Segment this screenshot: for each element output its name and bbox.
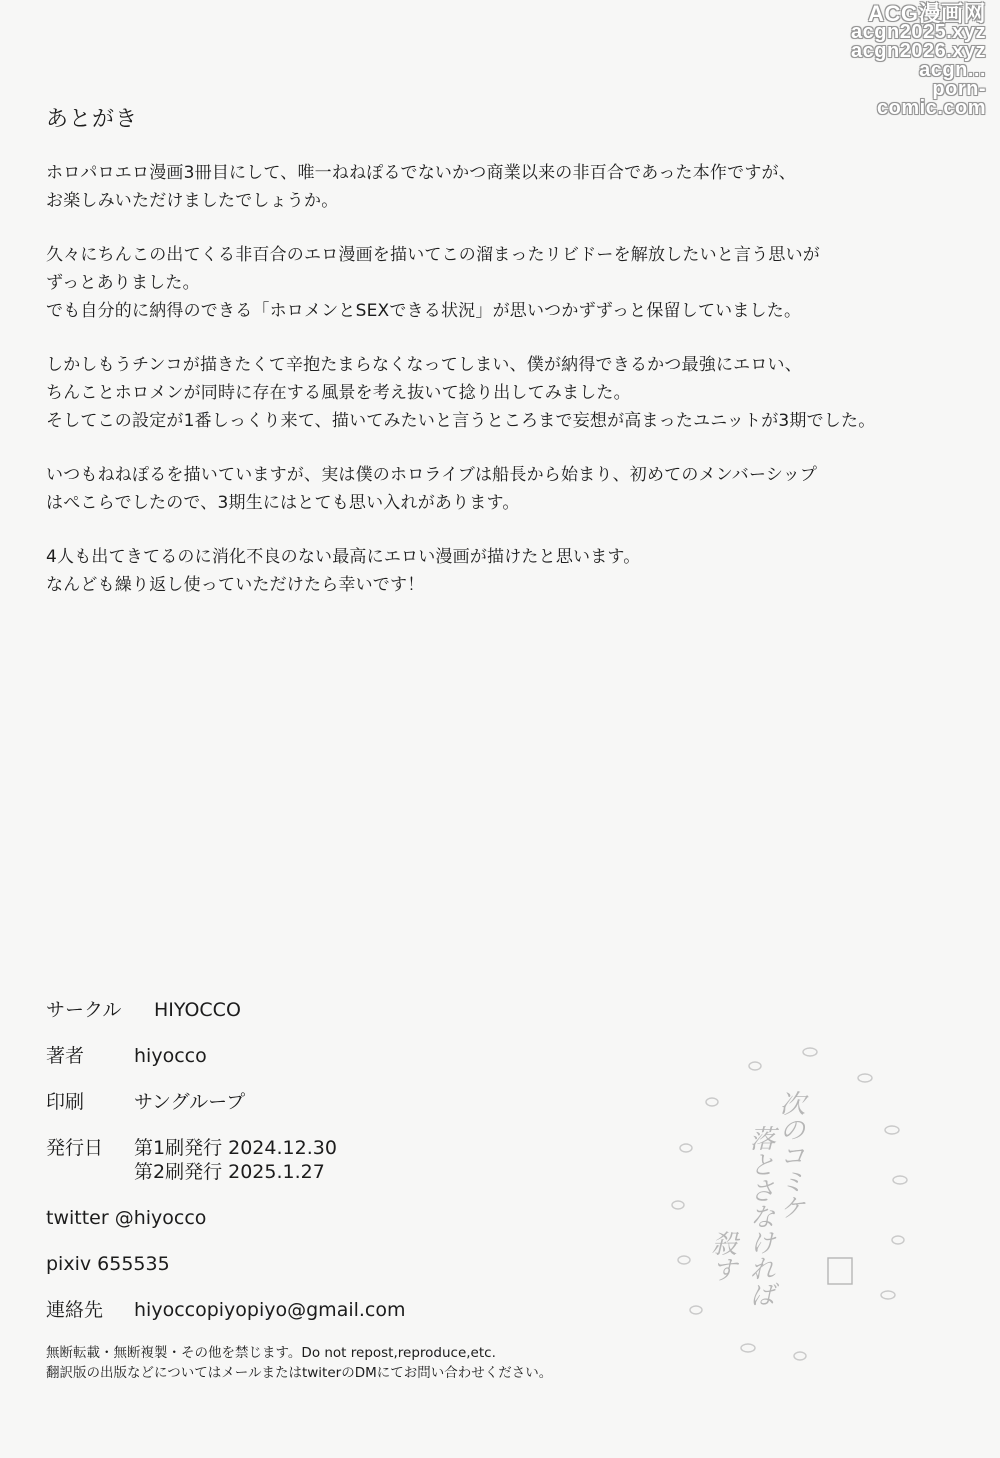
afterword-line: ホロパロエロ漫画3冊目にして、唯一ねねぽるでないかつ商業以来の非百合であった本作ですが、 [46, 163, 796, 183]
circle-row [46, 998, 686, 1022]
watermark-line: ACG漫画网 [868, 1, 986, 26]
afterword-line: はぺこらでしたので、3期生にはとても思い入れがあります。 [46, 493, 520, 513]
print-row [46, 1090, 686, 1114]
afterword-paragraph [46, 461, 946, 517]
publish-date-values [134, 1136, 337, 1184]
publish-date-label: 発行日 [46, 1137, 104, 1159]
handwritten-doodle [660, 1030, 920, 1390]
author-row [46, 1044, 686, 1068]
doodle-bubble [892, 1236, 904, 1244]
circle-label: サークル [46, 999, 122, 1021]
publish-date-second: 第2刷発行 2025.1.27 [134, 1161, 325, 1183]
copyright-notice [46, 1343, 552, 1383]
watermark-line: porn-comic.com [877, 78, 986, 119]
afterword-line: なんども繰り返し使っていただけたら幸いです！ [46, 575, 425, 595]
doodle-box-mark [828, 1258, 852, 1284]
afterword-line: いつもねねぽるを描いていますが、実は僕のホロライブは船長から始まり、初めてのメンバーシップ [46, 465, 818, 485]
pixiv-id: pixiv 655535 [46, 1253, 170, 1275]
author-label: 著者 [46, 1045, 85, 1067]
contact-label: 連絡先 [46, 1299, 104, 1321]
contact-email: hiyoccopiyopiyo@gmail.com [134, 1299, 406, 1321]
doodle-bubble [690, 1306, 702, 1314]
afterword-line: ずっとありました。 [46, 273, 200, 293]
doodle-bubble [881, 1291, 895, 1299]
afterword-line: お楽しみいただけましたでしょうか。 [46, 191, 339, 211]
doodle-bubble [885, 1126, 899, 1134]
doodle-bubble [706, 1098, 718, 1106]
twitter-handle: twitter @hiyocco [46, 1207, 207, 1229]
doodle-bubble [803, 1048, 817, 1056]
doodle-bubble [794, 1352, 806, 1360]
doodle-text-line: 落とさなければ [745, 1125, 775, 1307]
publish-date-first: 第1刷発行 2024.12.30 [134, 1137, 337, 1159]
afterword-line: でも自分的に納得のできる「ホロメンとSEXできる状況」が思いつかずずっと保留していました。 [46, 301, 802, 321]
doodle-bubble [680, 1144, 692, 1152]
afterword-line: そしてこの設定が1番しっくり来て、描いてみたいと言うところまで妄想が高まったユニットが3期でした。 [46, 411, 876, 431]
notice-line: 無断転載・無断複製・その他を禁じます。Do not repost,reproduce,etc. [46, 1345, 496, 1361]
doodle-bubble [672, 1201, 684, 1209]
afterword-paragraph [46, 351, 946, 435]
colophon [46, 998, 686, 1344]
afterword-line: しかしもうチンコが描きたくて辛抱たまらなくなってしまい、僕が納得できるかつ最強にエロい、 [46, 355, 802, 375]
site-watermark [836, 1, 986, 119]
afterword-paragraph [46, 241, 946, 325]
contact-row [46, 1298, 686, 1322]
watermark-line: acgn2025.xyz [851, 21, 986, 43]
author-value: hiyocco [134, 1045, 207, 1067]
afterword-paragraph [46, 159, 946, 215]
pixiv-row [46, 1252, 686, 1276]
doodle-bubble [893, 1176, 907, 1184]
circle-value: HIYOCCO [154, 999, 241, 1021]
print-label: 印刷 [46, 1091, 85, 1113]
notice-line: 翻訳版の出版などについてはメールまたはtwiterのDMにてお問い合わせください。 [46, 1365, 553, 1381]
twitter-row [46, 1206, 686, 1230]
doodle-text-line: 殺す [707, 1230, 737, 1282]
publish-date-row [46, 1136, 686, 1184]
doodle-bubble [741, 1344, 755, 1352]
afterword-line: ちんことホロメンが同時に存在する風景を考え抜いて捻り出してみました。 [46, 383, 631, 403]
afterword-paragraph [46, 543, 946, 599]
watermark-line: acgn2026.xyz [851, 40, 986, 62]
afterword-line: 4人も出てきてるのに消化不良のない最高にエロい漫画が描けたと思います。 [46, 547, 641, 567]
afterword [46, 102, 946, 625]
watermark-line: acgn... [919, 59, 986, 81]
print-value: サングループ [134, 1091, 246, 1113]
afterword-title: あとがき [46, 107, 139, 132]
doodle-bubble [749, 1062, 761, 1070]
doodle-text-line: 次のコミケ [775, 1090, 805, 1220]
afterword-line: 久々にちんこの出てくる非百合のエロ漫画を描いてこの溜まったリビドーを解放したいと言う思いが [46, 245, 820, 265]
doodle-bubble [678, 1256, 690, 1264]
doodle-bubble [858, 1074, 872, 1082]
